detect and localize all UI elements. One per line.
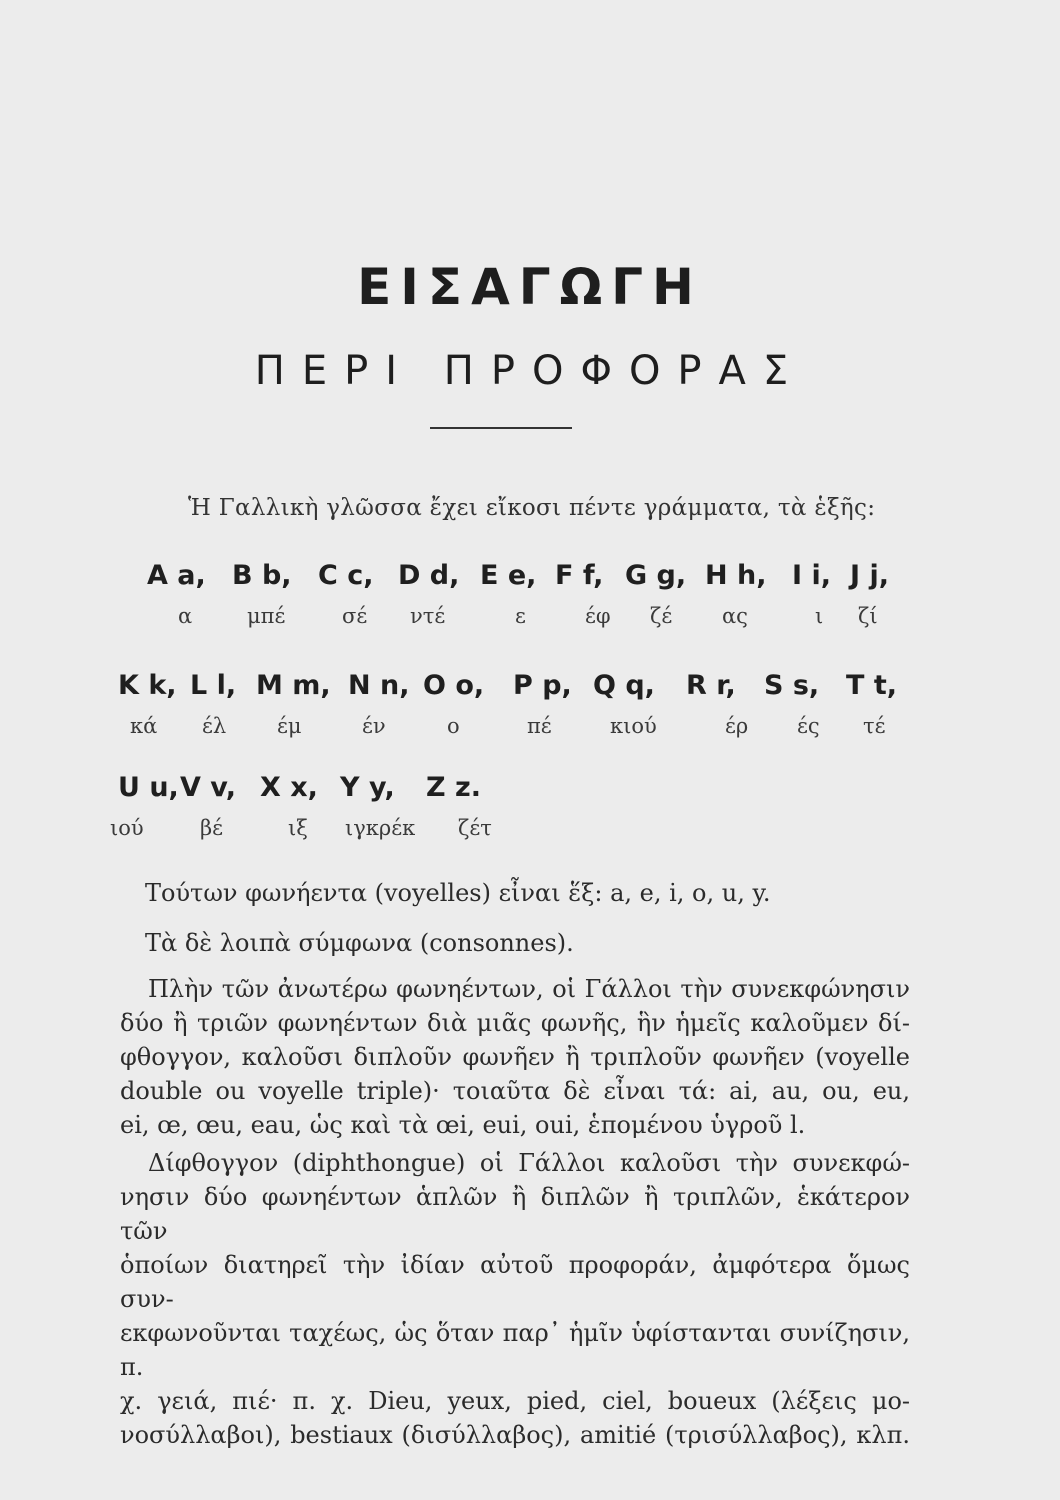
letter: C c, (318, 560, 374, 591)
title-divider (430, 427, 572, 429)
pronunciation: έλ (202, 714, 227, 738)
pronunciation: ο (447, 714, 460, 738)
pronunciation: έμ (277, 714, 302, 738)
pronunciation: ζί (858, 604, 878, 628)
letter: E e, (480, 560, 537, 591)
text-line: νοσύλλαβοι), bestiaux (δισύλλαβος), amitié (τρισύλλαβος), κλπ. (120, 1421, 910, 1449)
letter: U u, (118, 772, 179, 803)
letter: Y y, (340, 772, 395, 803)
letter: G g, (625, 560, 687, 591)
pronunciation: ας (722, 604, 748, 628)
intro-sentence: Ἡ Γαλλικὴ γλῶσσα ἔχει εἴκοσι πέντε γράμματα, τὰ ἑξῆς: (188, 495, 876, 521)
letter: S s, (764, 670, 820, 701)
letter: N n, (348, 670, 410, 701)
pronunciation: ντέ (410, 604, 446, 628)
pronunciation: μπέ (247, 604, 286, 628)
pronunciation: ε (515, 604, 526, 628)
text-line: φθογγον, καλοῦσι διπλοῦν φωνῆεν ἢ τριπλοῦν φωνῆεν (voyelle (120, 1043, 910, 1071)
letter: L l, (190, 670, 237, 701)
letter: K k, (118, 670, 177, 701)
pronunciation: ι (815, 604, 824, 628)
text-line: ei, œ, œu, eau, ὡς καὶ τὰ œi, eui, oui, ἑπομένου ὑγροῦ l. (120, 1111, 806, 1139)
text-line: εκφωνοῦνται ταχέως, ὡς ὅταν παρ᾽ ἡμῖν ὑφίστανται συνίζησιν, π. (120, 1319, 910, 1381)
pronunciation: έφ (585, 604, 611, 628)
pronunciation: ζέτ (458, 816, 492, 840)
letter: V v, (180, 772, 236, 803)
letter: M m, (256, 670, 331, 701)
letter: Z z. (426, 772, 481, 803)
text-line: Πλὴν τῶν ἀνωτέρω φωνηέντων, οἱ Γάλλοι τὴν συνεκφώνησιν (148, 975, 910, 1003)
pronunciation: ιού (110, 816, 144, 840)
text-line: Τὰ δὲ λοιπὰ σύμφωνα (consonnes). (145, 929, 574, 957)
letter: J j, (850, 560, 889, 591)
text-line: νησιν δύο φωνηέντων ἁπλῶν ἢ διπλῶν ἢ τριπλῶν, ἑκάτερον τῶν (120, 1183, 910, 1245)
pronunciation: τέ (863, 714, 886, 738)
pronunciation: κά (130, 714, 158, 738)
paragraph-diphthongue (120, 1146, 910, 1452)
pronunciation: κιού (610, 714, 657, 738)
text-line: δύο ἢ τριῶν φωνηέντων διὰ μιᾶς φωνῆς, ἣν ἡμεῖς καλοῦμεν δί- (120, 1009, 910, 1037)
text-line: double ou voyelle triple)· τοιαῦτα δὲ εἶναι τά: ai, au, ou, eu, (120, 1077, 910, 1105)
alphabet-row-1 (0, 560, 1060, 628)
letter: B b, (232, 560, 292, 591)
consonants-sentence (145, 926, 935, 960)
text-line: χ. γειά, πιέ· π. χ. Dieu, yeux, pied, ciel, boueux (λέξεις μο- (120, 1387, 910, 1415)
pronunciation: ιγκρέκ (345, 816, 416, 840)
pronunciation: ζέ (650, 604, 673, 628)
letter: P p, (513, 670, 572, 701)
letter: T t, (846, 670, 897, 701)
pronunciation: σέ (342, 604, 368, 628)
vowels-sentence (145, 876, 935, 910)
text-line: Τούτων φωνήεντα (voyelles) εἶναι ἕξ: a, e, i, o, u, y. (145, 879, 771, 907)
pronunciation: έν (362, 714, 386, 738)
alphabet-row-2 (0, 670, 1060, 738)
letter: I i, (792, 560, 831, 591)
letter: X x, (260, 772, 318, 803)
page-subtitle: ΠΕΡΙ ΠΡΟΦΟΡΑΣ (254, 348, 806, 394)
letter: D d, (398, 560, 460, 591)
letter: H h, (705, 560, 767, 591)
pronunciation: α (178, 604, 193, 628)
pronunciation: ές (797, 714, 820, 738)
alphabet-row-3 (0, 772, 1060, 840)
paragraph-diphthong-voyelle (120, 972, 910, 1142)
pronunciation: έρ (725, 714, 749, 738)
letter: A a, (147, 560, 206, 591)
letter: Q q, (593, 670, 655, 701)
text-line: Δίφθογγον (diphthongue) οἱ Γάλλοι καλοῦσι τὴν συνεκφώ- (148, 1149, 910, 1177)
letter: O o, (423, 670, 485, 701)
pronunciation: ιξ (288, 816, 308, 840)
page-title: ΕΙΣΑΓΩΓΗ (357, 258, 703, 316)
pronunciation: βέ (200, 816, 224, 840)
text-line: ὁποίων διατηρεῖ τὴν ἰδίαν αὐτοῦ προφοράν, ἀμφότερα ὅμως συν- (120, 1251, 910, 1313)
letter: F f, (555, 560, 604, 591)
letter: R r, (686, 670, 736, 701)
pronunciation: πέ (527, 714, 552, 738)
